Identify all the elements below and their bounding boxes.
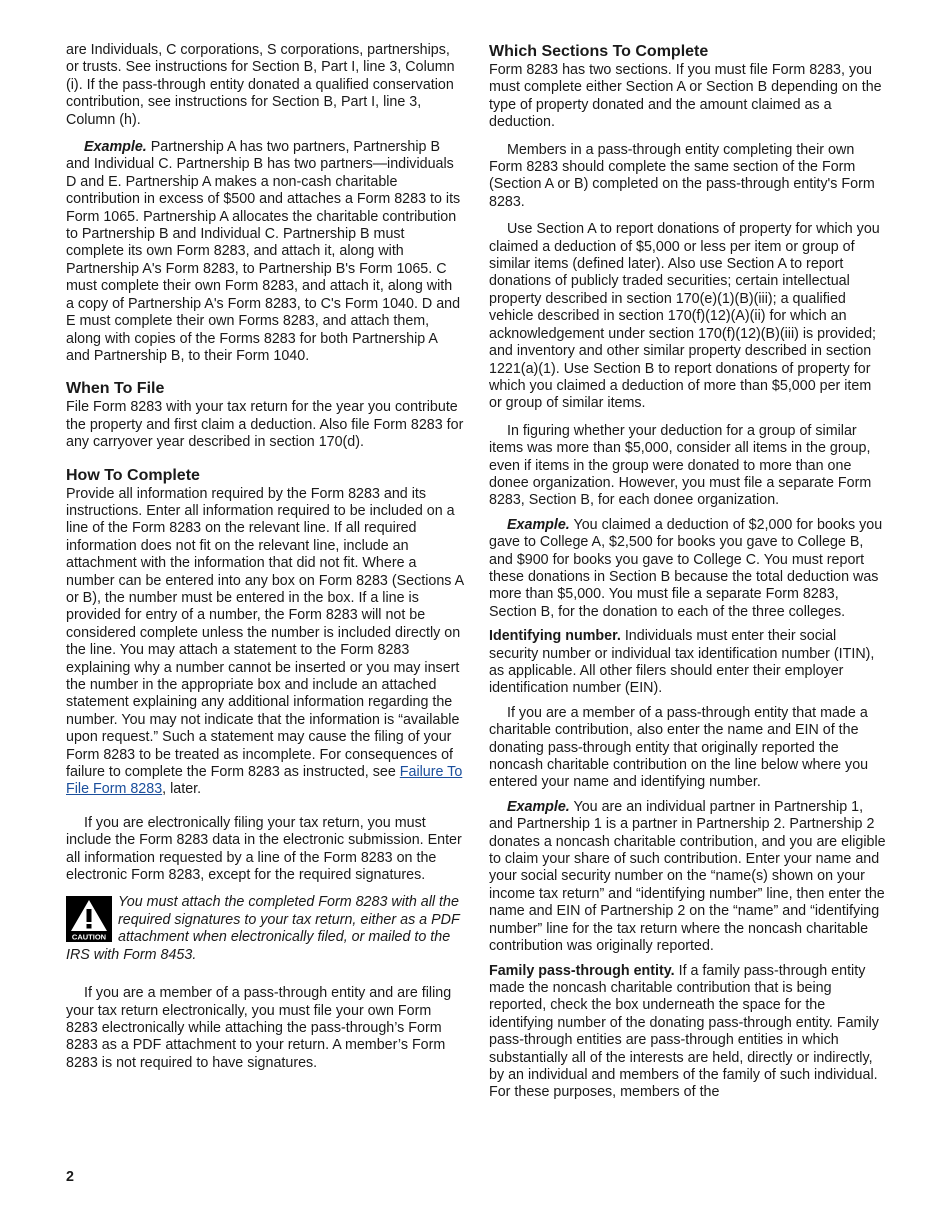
page-number: 2 bbox=[66, 1169, 74, 1185]
caution-text: You must attach the completed Form 8283 with all the required signatures to your tax return, either as a PDF attachment when electronically filed, or mailed to the IRS with Form 8453. bbox=[66, 894, 460, 963]
right-column bbox=[489, 42, 886, 1102]
identifying-number-text: Individuals must enter their social security number or individual tax identification number (ITIN), as applicable. All other filers should enter their employer identification number (EIN). bbox=[489, 628, 875, 697]
family-pass-through-paragraph bbox=[489, 963, 886, 1102]
caution-note bbox=[66, 894, 464, 964]
how-to-complete-text bbox=[66, 486, 464, 799]
example-label: Example. bbox=[84, 139, 147, 156]
figuring-paragraph: In figuring whether your deduction for a group of similar items was more than $5,000, consider all items in the group, even if items in the group were donated to more than one donee organization. However, you must file a separate Form 8283, Section B, for each donee organization. bbox=[489, 422, 872, 509]
identifying-number-label: Identifying number. bbox=[489, 628, 621, 645]
failure-to-file-link[interactable]: Failure To File Form 8283 bbox=[66, 764, 463, 798]
example-text: You are an individual partner in Partnership 1, and Partnership 1 is a partner in Partnership 2. Partnership 2 donates a noncash charitable contribution, and you are eligible to claim your share of such contribution. Enter your name and your social security number on the “name(s) shown on your income tax return” and “identifying number” line, then enter the name and EIN of Partnership 2 on the “name” and “identifying number” line for the tax return where the noncash charitable contribution was originally reported. bbox=[489, 798, 886, 955]
example-text: You claimed a deduction of $2,000 for books you gave to College A, $2,500 for books you gave to College B, and $900 for books you gave to College C. You must report these donations in Section B because the total deduction was more than $5,000. You must file a separate Form 8283, Section B, for the donation to each of the three colleges. bbox=[489, 516, 883, 620]
caution-icon bbox=[66, 896, 112, 942]
which-sections-heading: Which Sections To Complete bbox=[489, 43, 709, 60]
family-pass-through-label: Family pass-through entity. bbox=[489, 962, 675, 979]
section-a-paragraph: Use Section A to report donations of property for which you claimed a deduction of $5,000 or less per item or group of similar items (defined later). Also use Section A to report donations of publicly traded securities; certain intellectual property described in section 170(e)(1)(B)(iii); a qualified vehicle described in section 170(f)(12)(A)(ii) for which an acknowledgement under section 170(f)(12)(B)(iii) is provided; and inventory and other similar property described in section 1221(a)(1). Use Section B to report donations of property for which you claimed a deduction of more than $5,000 per item or group of similar items. bbox=[489, 221, 880, 412]
example-label: Example. bbox=[507, 798, 570, 815]
members-paragraph: Members in a pass-through entity completing their own Form 8283 should complete the same section of the Form (Section A or B) completed on the pass-through entity's Form 8283. bbox=[489, 141, 875, 210]
example-text: Partnership A has two partners, Partnership B and Individual C. Partnership B has two partners—individuals D and E. Partnership A makes a non-cash charitable contribution in excess of $500 and attaches a Form 8283 to its Form 1065. Partnership A allocates the charitable contribution to Partnership B and Individual C. Partnership B must complete its own Form 8283, and attach it, along with Partnership A's Form 8283, to Partnership B's Form 1065. C must complete their own Form 8283, and attach it, along with a copy of Partnership A's Form 8283, to C's Form 1040. D and E must complete their own Forms 8283, and attach them, along with copies of the Forms 8283 for both Partnership A and Partnership B, to their Form 1040. bbox=[66, 139, 461, 364]
paragraph: are Individuals, C corporations, S corporations, partnerships, or trusts. See instructions for Section B, Part I, line 3, Column (i). If the pass-through entity donated a qualified conservation contribution, see instructions for Section B, Part I, line 3, Column (h). bbox=[66, 42, 455, 128]
example-paragraph bbox=[66, 139, 464, 365]
how-text: Provide all information required by the Form 8283 and its instructions. Enter all information required to be included on a line of the Form 8283 on the relevant line. If all required information does not fit on the relevant line, include an attachment with the information that did not fit. Where a number can be entered into any box on Form 8283 (Sections A or B), the number must be entered in the box. If a line is provided for entry of a number, the Form 8283 will not be considered complete unless the number is included directly on the line. You may attach a statement to the Form 8283 explaining why a number cannot be inserted or you may insert the number in the appropriate box and include an attached statement explaining any additional information regarding the number. You may not indicate that the information is “available upon request.” Such a statement may cause the filing of your Form 8283 to be treated as incomplete. For consequences of failure to complete the Form 8283 as instructed, see bbox=[66, 485, 464, 781]
family-pass-through-text: If a family pass-through entity made the noncash charitable contribution that is being reported, check the box underneath the space for the identifying number of the donating pass-through entity. Family pass-through entities are pass-through entities in which substantially all of the interests are held, directly or indirectly, by an individual and members of the family of such individual. For these purposes, members of the bbox=[489, 962, 879, 1101]
member-paragraph: If you are a member of a pass-through entity and are filing your tax return electronically, you must file your own Form 8283 electronically while attaching the pass-through’s Form 8283 as a PDF attachment to your return. A member’s Form 8283 is not required to have signatures. bbox=[66, 985, 452, 1071]
how-to-complete-heading: How To Complete bbox=[66, 466, 200, 484]
passthrough-paragraph: If you are a member of a pass-through entity that made a charitable contribution, also enter the name and EIN of the donating pass-through entity that originally reported the noncash charitable contribution on the line below where you entered your name and identifying number. bbox=[489, 704, 869, 791]
when-to-file-text: File Form 8283 with your tax return for the year you contribute the property and first claim a deduction. Also file Form 8283 for any carryover year described in section 170(d). bbox=[66, 399, 464, 451]
example-label: Example. bbox=[507, 516, 570, 533]
example-paragraph bbox=[489, 517, 886, 621]
identifying-number-paragraph bbox=[489, 628, 886, 698]
efile-paragraph: If you are electronically filing your tax return, you must include the Form 8283 data in the electronic submission. Enter all information requested by a line of the Form 8283 on the electronic Form 8283, except for the required signatures. bbox=[66, 814, 462, 884]
which-sections-text: Form 8283 has two sections. If you must file Form 8283, you must complete either Section A or Section B depending on the type of property donated and the amount claimed as a deduction. bbox=[489, 62, 882, 131]
left-column bbox=[66, 42, 464, 1072]
example-paragraph bbox=[489, 799, 886, 956]
caution-label: CAUTION bbox=[71, 932, 107, 942]
when-to-file-heading: When To File bbox=[66, 380, 165, 398]
how-text-after: , later. bbox=[162, 781, 202, 798]
